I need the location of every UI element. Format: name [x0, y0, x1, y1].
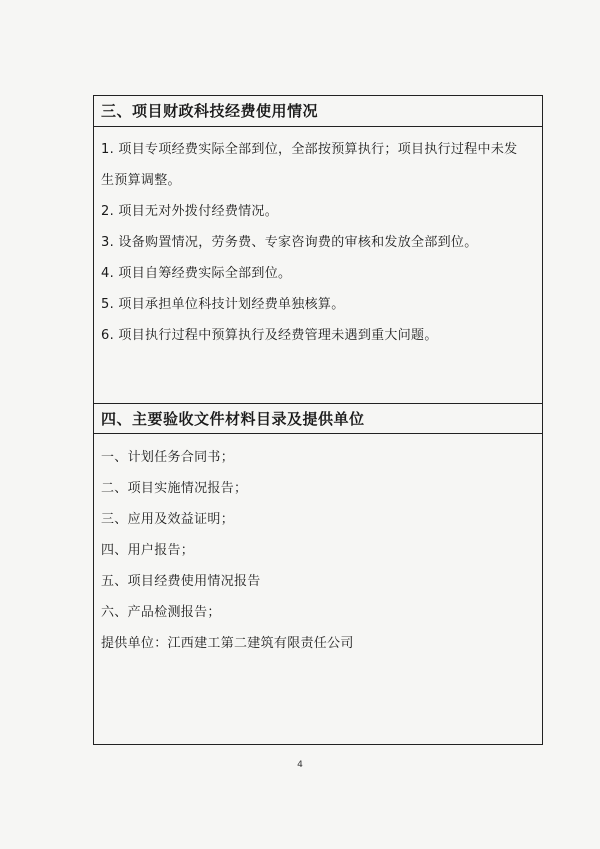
section-3-line: 3. 设备购置情况，劳务费、专家咨询费的审核和发放全部到位。: [101, 235, 478, 250]
section-3-line: 1. 项目专项经费实际全部到位，全部按预算执行；项目执行过程中未发: [101, 142, 518, 157]
section-3-line: 生预算调整。: [101, 173, 181, 188]
section-3-title: 三、项目财政科技经费使用情况: [94, 96, 542, 127]
section-3-line: 2. 项目无对外拨付经费情况。: [101, 204, 279, 219]
page-number: 4: [297, 760, 303, 770]
provider-line: 提供单位：江西建工第二建筑有限责任公司: [101, 636, 354, 651]
section-4-line: 二、项目实施情况报告；: [101, 481, 248, 496]
section-3-body: [101, 134, 536, 351]
section-4-line: 六、产品检测报告；: [101, 605, 221, 620]
section-4-body: [101, 442, 536, 659]
section-4-line: 三、应用及效益证明；: [101, 512, 235, 527]
form-table: [93, 95, 543, 745]
section-4-line: 一、计划任务合同书；: [101, 450, 235, 465]
section-4-line: 四、用户报告；: [101, 543, 195, 558]
section-4-line: 五、项目经费使用情况报告: [101, 574, 261, 589]
section-3-line: 4. 项目自筹经费实际全部到位。: [101, 266, 292, 281]
section-4-title: 四、主要验收文件材料目录及提供单位: [94, 403, 542, 434]
section-3-line: 6. 项目执行过程中预算执行及经费管理未遇到重大问题。: [101, 328, 438, 343]
section-3-line: 5. 项目承担单位科技计划经费单独核算。: [101, 297, 345, 312]
